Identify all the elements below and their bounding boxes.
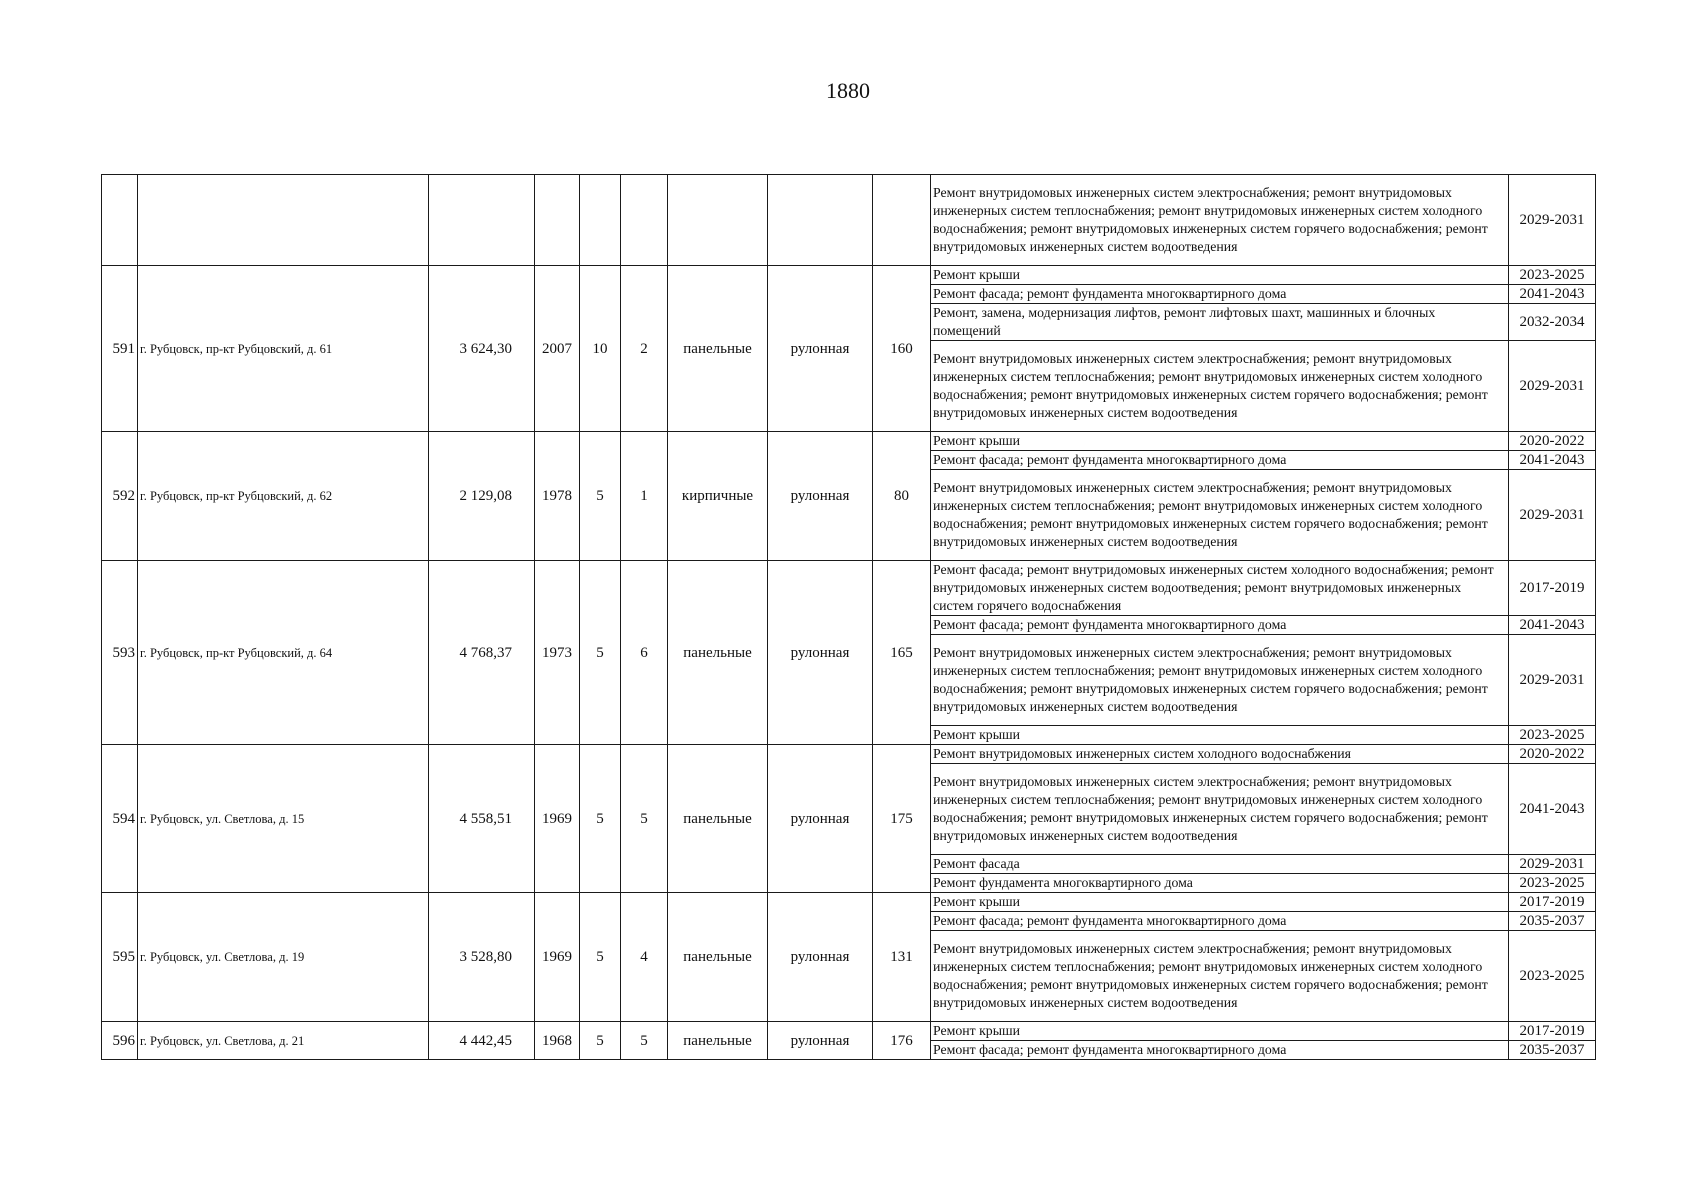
year-cell <box>535 175 580 266</box>
work-description-cell: Ремонт фасада; ремонт фундамента многоквартирного дома <box>931 912 1509 931</box>
walls-material-cell: кирпичные <box>668 432 768 561</box>
work-description-cell: Ремонт фасада <box>931 855 1509 874</box>
floors-cell: 5 <box>580 432 621 561</box>
work-description-cell: Ремонт крыши <box>931 432 1509 451</box>
work-period-cell: 2029-2031 <box>1509 341 1596 432</box>
work-period-cell: 2029-2031 <box>1509 635 1596 726</box>
roof-type-cell: рулонная <box>768 1022 873 1060</box>
address-cell: г. Рубцовск, ул. Светлова, д. 19 <box>138 893 429 1022</box>
work-period-cell: 2020-2022 <box>1509 432 1596 451</box>
work-description-cell: Ремонт внутридомовых инженерных систем электроснабжения; ремонт внутридомовых инженерных систем теплоснабжения; ремонт внутридомовых инженерных систем холодного водоснабжения; ремонт внутридомовых инженерных систем горячего водоснабжения; ремонт внутридомовых инженерных систем водоотведения <box>931 470 1509 561</box>
floors-cell: 5 <box>580 1022 621 1060</box>
floors-cell: 10 <box>580 266 621 432</box>
page-number: 1880 <box>826 78 870 103</box>
work-description-cell: Ремонт внутридомовых инженерных систем холодного водоснабжения <box>931 745 1509 764</box>
work-period-cell: 2041-2043 <box>1509 764 1596 855</box>
row-number: 595 <box>102 893 138 1022</box>
year-cell: 1969 <box>535 893 580 1022</box>
work-description-cell: Ремонт фасада; ремонт фундамента многоквартирного дома <box>931 285 1509 304</box>
year-cell: 1968 <box>535 1022 580 1060</box>
table-row <box>102 432 1596 451</box>
area-cell: 4 442,45 <box>429 1022 535 1060</box>
work-period-cell: 2032-2034 <box>1509 304 1596 341</box>
area-cell: 4 768,37 <box>429 561 535 745</box>
entrances-cell: 4 <box>621 893 668 1022</box>
table-row <box>102 1022 1596 1041</box>
row-number <box>102 175 138 266</box>
residents-cell: 175 <box>873 745 931 893</box>
walls-material-cell: панельные <box>668 561 768 745</box>
roof-type-cell <box>768 175 873 266</box>
entrances-cell: 6 <box>621 561 668 745</box>
work-period-cell: 2020-2022 <box>1509 745 1596 764</box>
roof-type-cell: рулонная <box>768 432 873 561</box>
table-row <box>102 266 1596 285</box>
row-number: 591 <box>102 266 138 432</box>
table-row <box>102 561 1596 616</box>
work-period-cell: 2029-2031 <box>1509 855 1596 874</box>
work-period-cell: 2023-2025 <box>1509 874 1596 893</box>
walls-material-cell: панельные <box>668 266 768 432</box>
area-cell: 2 129,08 <box>429 432 535 561</box>
residents-cell: 131 <box>873 893 931 1022</box>
work-period-cell: 2041-2043 <box>1509 451 1596 470</box>
work-period-cell: 2023-2025 <box>1509 931 1596 1022</box>
work-period-cell: 2017-2019 <box>1509 893 1596 912</box>
table-row <box>102 893 1596 912</box>
row-number: 594 <box>102 745 138 893</box>
table-row <box>102 175 1596 266</box>
residents-cell: 80 <box>873 432 931 561</box>
work-period-cell: 2041-2043 <box>1509 616 1596 635</box>
entrances-cell: 5 <box>621 1022 668 1060</box>
floors-cell: 5 <box>580 893 621 1022</box>
row-number: 593 <box>102 561 138 745</box>
address-cell: г. Рубцовск, ул. Светлова, д. 21 <box>138 1022 429 1060</box>
area-cell: 4 558,51 <box>429 745 535 893</box>
residents-cell: 165 <box>873 561 931 745</box>
year-cell: 1969 <box>535 745 580 893</box>
floors-cell <box>580 175 621 266</box>
work-description-cell: Ремонт внутридомовых инженерных систем электроснабжения; ремонт внутридомовых инженерных систем теплоснабжения; ремонт внутридомовых инженерных систем холодного водоснабжения; ремонт внутридомовых инженерных систем горячего водоснабжения; ремонт внутридомовых инженерных систем водоотведения <box>931 341 1509 432</box>
walls-material-cell <box>668 175 768 266</box>
year-cell: 1978 <box>535 432 580 561</box>
address-cell: г. Рубцовск, пр-кт Рубцовский, д. 64 <box>138 561 429 745</box>
area-cell: 3 528,80 <box>429 893 535 1022</box>
work-period-cell: 2023-2025 <box>1509 726 1596 745</box>
residents-cell: 160 <box>873 266 931 432</box>
roof-type-cell: рулонная <box>768 893 873 1022</box>
entrances-cell: 1 <box>621 432 668 561</box>
residents-cell <box>873 175 931 266</box>
table-body <box>102 175 1596 1060</box>
entrances-cell: 2 <box>621 266 668 432</box>
work-description-cell: Ремонт фасада; ремонт фундамента многоквартирного дома <box>931 616 1509 635</box>
year-cell: 2007 <box>535 266 580 432</box>
work-description-cell: Ремонт фасада; ремонт фундамента многоквартирного дома <box>931 451 1509 470</box>
work-description-cell: Ремонт, замена, модернизация лифтов, ремонт лифтовых шахт, машинных и блочных помещений <box>931 304 1509 341</box>
entrances-cell: 5 <box>621 745 668 893</box>
roof-type-cell: рулонная <box>768 745 873 893</box>
table-row <box>102 745 1596 764</box>
walls-material-cell: панельные <box>668 745 768 893</box>
address-cell: г. Рубцовск, пр-кт Рубцовский, д. 62 <box>138 432 429 561</box>
address-cell: г. Рубцовск, пр-кт Рубцовский, д. 61 <box>138 266 429 432</box>
work-description-cell: Ремонт крыши <box>931 893 1509 912</box>
work-period-cell: 2029-2031 <box>1509 470 1596 561</box>
floors-cell: 5 <box>580 561 621 745</box>
entrances-cell <box>621 175 668 266</box>
work-description-cell: Ремонт крыши <box>931 266 1509 285</box>
year-cell: 1973 <box>535 561 580 745</box>
work-description-cell: Ремонт фасада; ремонт фундамента многоквартирного дома <box>931 1041 1509 1060</box>
work-period-cell: 2035-2037 <box>1509 1041 1596 1060</box>
work-period-cell: 2029-2031 <box>1509 175 1596 266</box>
walls-material-cell: панельные <box>668 893 768 1022</box>
address-cell: г. Рубцовск, ул. Светлова, д. 15 <box>138 745 429 893</box>
area-cell <box>429 175 535 266</box>
work-period-cell: 2035-2037 <box>1509 912 1596 931</box>
area-cell: 3 624,30 <box>429 266 535 432</box>
floors-cell: 5 <box>580 745 621 893</box>
work-period-cell: 2017-2019 <box>1509 561 1596 616</box>
roof-type-cell: рулонная <box>768 266 873 432</box>
work-period-cell: 2023-2025 <box>1509 266 1596 285</box>
work-period-cell: 2041-2043 <box>1509 285 1596 304</box>
walls-material-cell: панельные <box>668 1022 768 1060</box>
work-description-cell: Ремонт фундамента многоквартирного дома <box>931 874 1509 893</box>
work-description-cell: Ремонт фасада; ремонт внутридомовых инженерных систем холодного водоснабжения; ремонт внутридомовых инженерных систем водоотведения; ремонт внутридомовых инженерных систем горячего водоснабжения <box>931 561 1509 616</box>
work-description-cell: Ремонт внутридомовых инженерных систем электроснабжения; ремонт внутридомовых инженерных систем теплоснабжения; ремонт внутридомовых инженерных систем холодного водоснабжения; ремонт внутридомовых инженерных систем горячего водоснабжения; ремонт внутридомовых инженерных систем водоотведения <box>931 635 1509 726</box>
row-number: 592 <box>102 432 138 561</box>
work-description-cell: Ремонт внутридомовых инженерных систем электроснабжения; ремонт внутридомовых инженерных систем теплоснабжения; ремонт внутридомовых инженерных систем холодного водоснабжения; ремонт внутридомовых инженерных систем горячего водоснабжения; ремонт внутридомовых инженерных систем водоотведения <box>931 175 1509 266</box>
work-description-cell: Ремонт крыши <box>931 1022 1509 1041</box>
roof-type-cell: рулонная <box>768 561 873 745</box>
residents-cell: 176 <box>873 1022 931 1060</box>
address-cell <box>138 175 429 266</box>
work-period-cell: 2017-2019 <box>1509 1022 1596 1041</box>
row-number: 596 <box>102 1022 138 1060</box>
work-description-cell: Ремонт крыши <box>931 726 1509 745</box>
work-description-cell: Ремонт внутридомовых инженерных систем электроснабжения; ремонт внутридомовых инженерных систем теплоснабжения; ремонт внутридомовых инженерных систем холодного водоснабжения; ремонт внутридомовых инженерных систем горячего водоснабжения; ремонт внутридомовых инженерных систем водоотведения <box>931 764 1509 855</box>
work-description-cell: Ремонт внутридомовых инженерных систем электроснабжения; ремонт внутридомовых инженерных систем теплоснабжения; ремонт внутридомовых инженерных систем холодного водоснабжения; ремонт внутридомовых инженерных систем горячего водоснабжения; ремонт внутридомовых инженерных систем водоотведения <box>931 931 1509 1022</box>
capital-repair-table <box>101 174 1596 1060</box>
